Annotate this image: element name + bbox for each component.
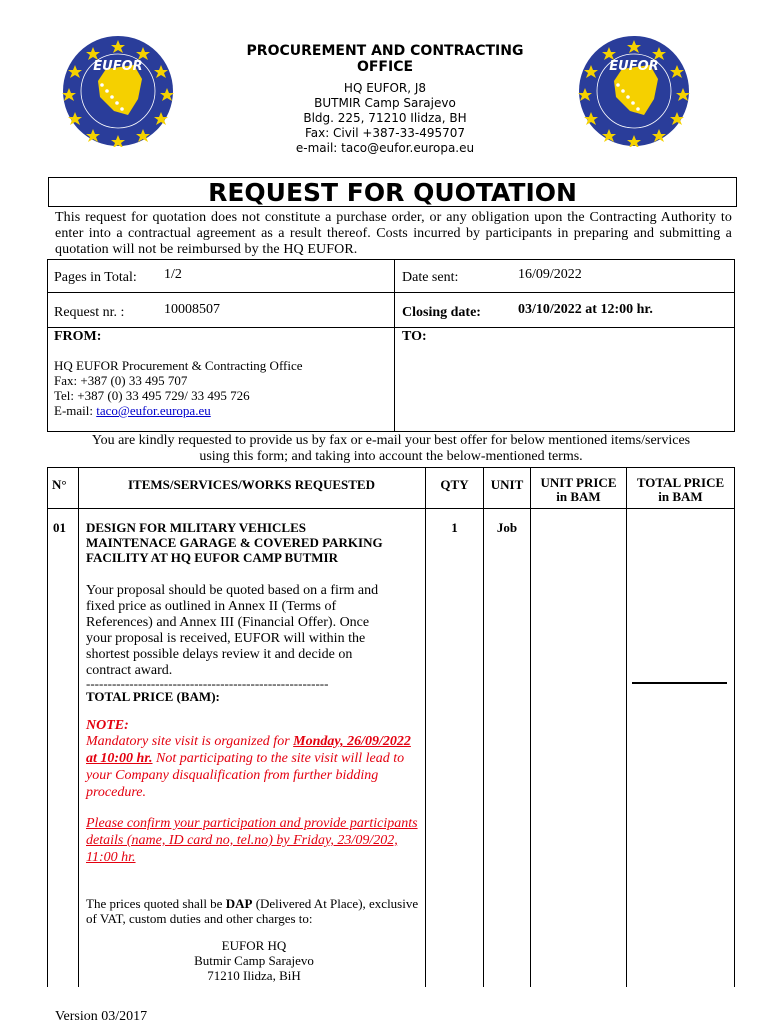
to-label: TO: <box>402 329 427 344</box>
row-unit: Job <box>496 520 518 535</box>
from-line: HQ EUFOR Procurement & Contracting Office <box>54 358 303 373</box>
svg-text:EUFOR: EUFOR <box>93 59 143 74</box>
closing-date-value: 03/10/2022 at 12:00 hr. <box>518 302 653 317</box>
version-footer: Version 03/2017 <box>55 1009 148 1024</box>
row-number: 01 <box>53 520 66 535</box>
office-name-line1: PROCUREMENT AND CONTRACTING <box>246 43 524 59</box>
col-header-total-price: TOTAL PRICE in BAM <box>636 475 725 504</box>
email-link[interactable]: taco@eufor.europa.eu <box>96 403 211 418</box>
address-line: Bldg. 225, 71210 Ilidza, BH <box>303 111 467 125</box>
address-line: HQ EUFOR, J8 <box>343 81 427 95</box>
from-email: E-mail: taco@eufor.europa.eu <box>54 403 211 418</box>
request-note: You are kindly requested to provide us by fax or e-mail your best offer for below mentioned items/services using this form; and taking into account the below-mentioned terms. <box>91 433 691 464</box>
closing-date-label: Closing date: <box>402 305 481 320</box>
col-header-qty: QTY <box>440 477 469 492</box>
col-header-items: ITEMS/SERVICES/WORKS REQUESTED <box>128 477 375 492</box>
fax-line: Fax: Civil +387-33-495707 <box>304 126 466 140</box>
from-label: FROM: <box>54 329 102 344</box>
svg-text:EUFOR: EUFOR <box>609 59 659 74</box>
date-sent-label: Date sent: <box>402 270 459 285</box>
document-title: REQUEST FOR QUOTATION <box>48 177 737 207</box>
eufor-logo-right <box>578 35 690 147</box>
office-header <box>200 43 570 156</box>
note-label: NOTE: <box>86 718 129 733</box>
from-fax: Fax: +387 (0) 33 495 707 <box>54 373 188 388</box>
proposal-text: Your proposal should be quoted based on a firm and fixed price as outlined in Annex II (Terms of References) and Annex III (Financial Offer). Once your proposal is received, EUFOR will within the shortest possible delays review it and decide on contract award. <box>86 583 379 678</box>
eufor-logo-left <box>62 35 174 147</box>
from-tel: Tel: +387 (0) 33 495 729/ 33 495 726 <box>54 388 250 403</box>
site-visit-note: Mandatory site visit is organized for Monday, 26/09/2022 at 10:00 hr. Not participating to the site visit will lead to your Company disqualification from further bidding procedure. <box>86 734 411 800</box>
item-description <box>86 520 422 983</box>
col-header-no: N° <box>52 477 67 492</box>
total-underline <box>632 682 727 684</box>
confirm-participation: Please confirm your participation and provide participants details (name, ID card no, tel.no) by Friday, 23/09/202, 11:00 hr. <box>86 816 418 865</box>
pages-label: Pages in Total: <box>54 270 137 285</box>
from-details <box>54 358 303 418</box>
request-nr-label: Request nr. : <box>54 305 125 320</box>
total-price-label: TOTAL PRICE (BAM): <box>86 689 220 704</box>
item-title: DESIGN FOR MILITARY VEHICLES MAINTENACE GARAGE & COVERED PARKING FACILITY AT HQ EUFOR CAMP BUTMIR <box>86 520 383 565</box>
pages-value: 1/2 <box>164 267 182 282</box>
request-nr-value: 10008507 <box>164 302 220 317</box>
row-qty: 1 <box>451 520 458 535</box>
separator: -------------------------------------------------------- <box>86 679 329 689</box>
email-line: e-mail: taco@eufor.europa.eu <box>295 141 475 155</box>
delivery-address: EUFOR HQ Butmir Camp Sarajevo 71210 Ilidza, BiH <box>194 938 314 983</box>
col-header-unit-price: UNIT PRICE in BAM <box>540 475 617 504</box>
intro-text: This request for quotation does not constitute a purchase order, or any obligation upon the Contracting Authority to enter into a contractual agreement as a result thereof. Costs incurred by participants in preparing and submitting a quotation will not be reimbursed by the HQ EUFOR. <box>55 210 732 257</box>
address-line: BUTMIR Camp Sarajevo <box>314 96 456 110</box>
office-name-line2: OFFICE <box>356 59 414 75</box>
date-sent-value: 16/09/2022 <box>518 267 582 282</box>
prices-terms: The prices quoted shall be DAP (Delivered At Place), exclusive of VAT, custom duties and other charges to: <box>86 896 419 926</box>
col-header-unit: UNIT <box>490 477 524 492</box>
